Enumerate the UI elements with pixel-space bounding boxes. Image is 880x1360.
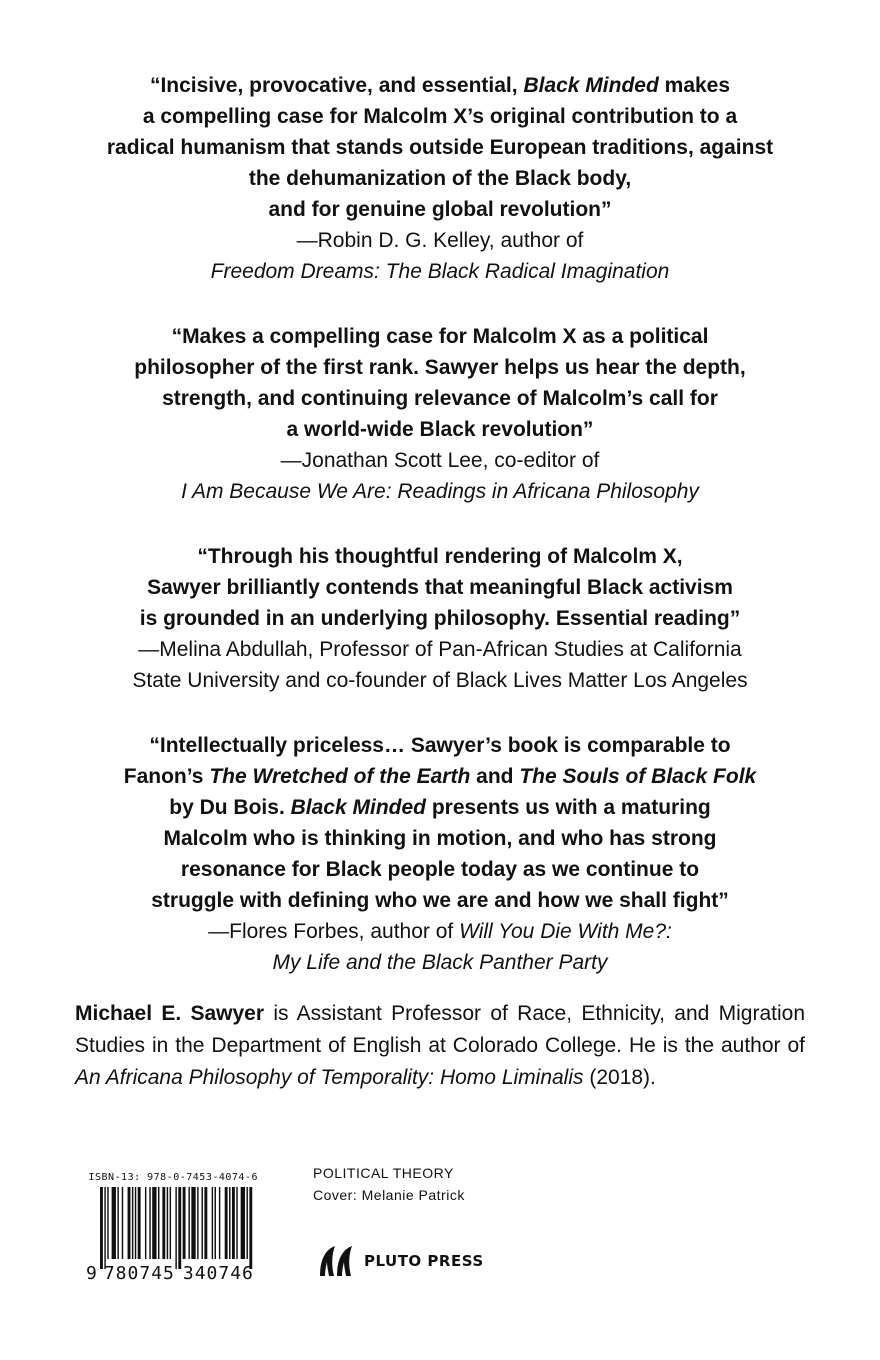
attribution-line: State University and co-founder of Black Lives Matter Los Angeles xyxy=(132,669,748,692)
barcode-bar xyxy=(188,1187,189,1259)
barcode-bar xyxy=(246,1187,247,1259)
cover-credit: Cover: Melanie Patrick xyxy=(313,1187,465,1203)
barcode-bar xyxy=(100,1187,103,1269)
attribution-line: My Life and the Black Panther Party xyxy=(272,951,608,974)
pluto-press-logo-icon xyxy=(318,1244,354,1278)
barcode-bar xyxy=(135,1187,136,1259)
quote-attribution xyxy=(60,445,820,507)
endorsement-quote xyxy=(60,730,820,978)
attribution-line: —Robin D. G. Kelley, author of xyxy=(296,229,584,252)
barcode-bar xyxy=(212,1187,213,1259)
quote-attribution xyxy=(60,916,820,978)
barcode-bar xyxy=(117,1187,118,1259)
quote-line: the dehumanization of the Black body, xyxy=(248,167,632,190)
endorsements xyxy=(60,70,820,1012)
barcode xyxy=(86,1172,266,1284)
barcode-bar xyxy=(249,1187,252,1269)
quote-line: and for genuine global revolution” xyxy=(268,198,612,221)
barcode-digits xyxy=(86,1263,266,1284)
quote-line: philosopher of the first rank. Sawyer helps us hear the depth, xyxy=(134,356,746,379)
barcode-bar xyxy=(178,1187,181,1269)
imprint-info xyxy=(313,1162,465,1206)
barcode-bar xyxy=(167,1187,168,1259)
author-name: Michael E. Sawyer xyxy=(75,1002,265,1025)
barcode-bar xyxy=(229,1187,230,1259)
subject-category: POLITICAL THEORY xyxy=(313,1165,454,1181)
quote-line: “Makes a compelling case for Malcolm X as a political xyxy=(171,325,709,348)
barcode-bar xyxy=(162,1187,165,1259)
quote-line: struggle with defining who we are and how we shall fight” xyxy=(151,889,729,912)
barcode-bar xyxy=(112,1187,116,1259)
attribution-line: —Flores Forbes, author of Will You Die With Me?: xyxy=(208,920,672,943)
barcode-bar xyxy=(138,1187,141,1259)
quote-line: a world-wide Black revolution” xyxy=(286,418,594,441)
barcode-bar xyxy=(104,1187,105,1269)
quote-line: “Incisive, provocative, and essential, Black Minded makes xyxy=(149,74,731,97)
bio-text-end: (2018). xyxy=(583,1066,656,1089)
quote-text xyxy=(60,541,820,634)
barcode-bar xyxy=(175,1187,176,1269)
barcode-bar xyxy=(152,1187,156,1259)
quote-text xyxy=(60,730,820,916)
barcode-bar xyxy=(202,1187,203,1259)
isbn-label: ISBN-13: 978-0-7453-4074-6 xyxy=(88,1172,258,1183)
barcode-bar xyxy=(191,1187,195,1259)
attribution-line: —Melina Abdullah, Professor of Pan-African Studies at California xyxy=(138,638,742,661)
barcode-bar xyxy=(232,1187,235,1259)
barcode-bar xyxy=(241,1187,245,1259)
quote-text xyxy=(60,70,820,225)
quote-line: strength, and continuing relevance of Malcolm’s call for xyxy=(162,387,718,410)
barcode-bar xyxy=(170,1187,171,1259)
endorsement-quote xyxy=(60,541,820,696)
quote-attribution xyxy=(60,634,820,696)
quote-line: by Du Bois. Black Minded presents us with a maturing xyxy=(169,796,711,819)
bio-book-title: An Africana Philosophy of Temporality: Homo Liminalis xyxy=(75,1066,584,1089)
barcode-bar xyxy=(225,1187,228,1259)
quote-line: Fanon’s The Wretched of the Earth and The Souls of Black Folk xyxy=(123,765,757,788)
barcode-bar xyxy=(219,1187,220,1259)
attribution-line: I Am Because We Are: Readings in Africana Philosophy xyxy=(181,480,699,503)
quote-line: Malcolm who is thinking in motion, and who has strong xyxy=(163,827,717,850)
quote-line: “Through his thoughtful rendering of Malcolm X, xyxy=(197,545,683,568)
barcode-bar xyxy=(149,1187,150,1259)
quote-attribution xyxy=(60,225,820,287)
barcode-bar xyxy=(145,1187,146,1259)
quote-text xyxy=(60,321,820,445)
barcode-bar xyxy=(122,1187,123,1259)
quote-line: resonance for Black people today as we continue to xyxy=(180,858,700,881)
quote-line: radical humanism that stands outside European traditions, against xyxy=(106,136,774,159)
endorsement-quote xyxy=(60,321,820,507)
barcode-bar xyxy=(128,1187,131,1259)
quote-line: is grounded in an underlying philosophy. Essential reading” xyxy=(139,607,741,630)
author-bio xyxy=(75,998,805,1094)
barcode-bars xyxy=(86,1187,266,1269)
barcode-digit-group-1: 780745 xyxy=(103,1263,175,1284)
bio-text: is Assistant Professor of Race, Ethnicity, and Migration Studies in the Department of English at Colorado College. He is the author of xyxy=(75,1002,806,1057)
barcode-bar xyxy=(183,1187,186,1259)
barcode-bar xyxy=(197,1187,198,1259)
barcode-bar xyxy=(107,1187,108,1259)
endorsement-quote xyxy=(60,70,820,287)
publisher xyxy=(318,1244,484,1278)
barcode-bar xyxy=(236,1187,237,1259)
attribution-line: —Jonathan Scott Lee, co-editor of xyxy=(280,449,600,472)
barcode-bar xyxy=(215,1187,216,1259)
attribution-line: Freedom Dreams: The Black Radical Imagination xyxy=(210,260,670,283)
barcode-digit-group-2: 340746 xyxy=(182,1263,254,1284)
barcode-bar xyxy=(132,1187,133,1259)
barcode-bar xyxy=(158,1187,159,1259)
quote-line: Sawyer brilliantly contends that meaningful Black activism xyxy=(147,576,733,599)
barcode-bar xyxy=(204,1187,207,1259)
quote-line: “Intellectually priceless… Sawyer’s book is comparable to xyxy=(149,734,731,757)
barcode-digit-lead: 9 xyxy=(86,1263,98,1284)
publisher-name: PLUTO PRESS xyxy=(364,1252,484,1270)
quote-line: a compelling case for Malcolm X’s original contribution to a xyxy=(142,105,738,128)
